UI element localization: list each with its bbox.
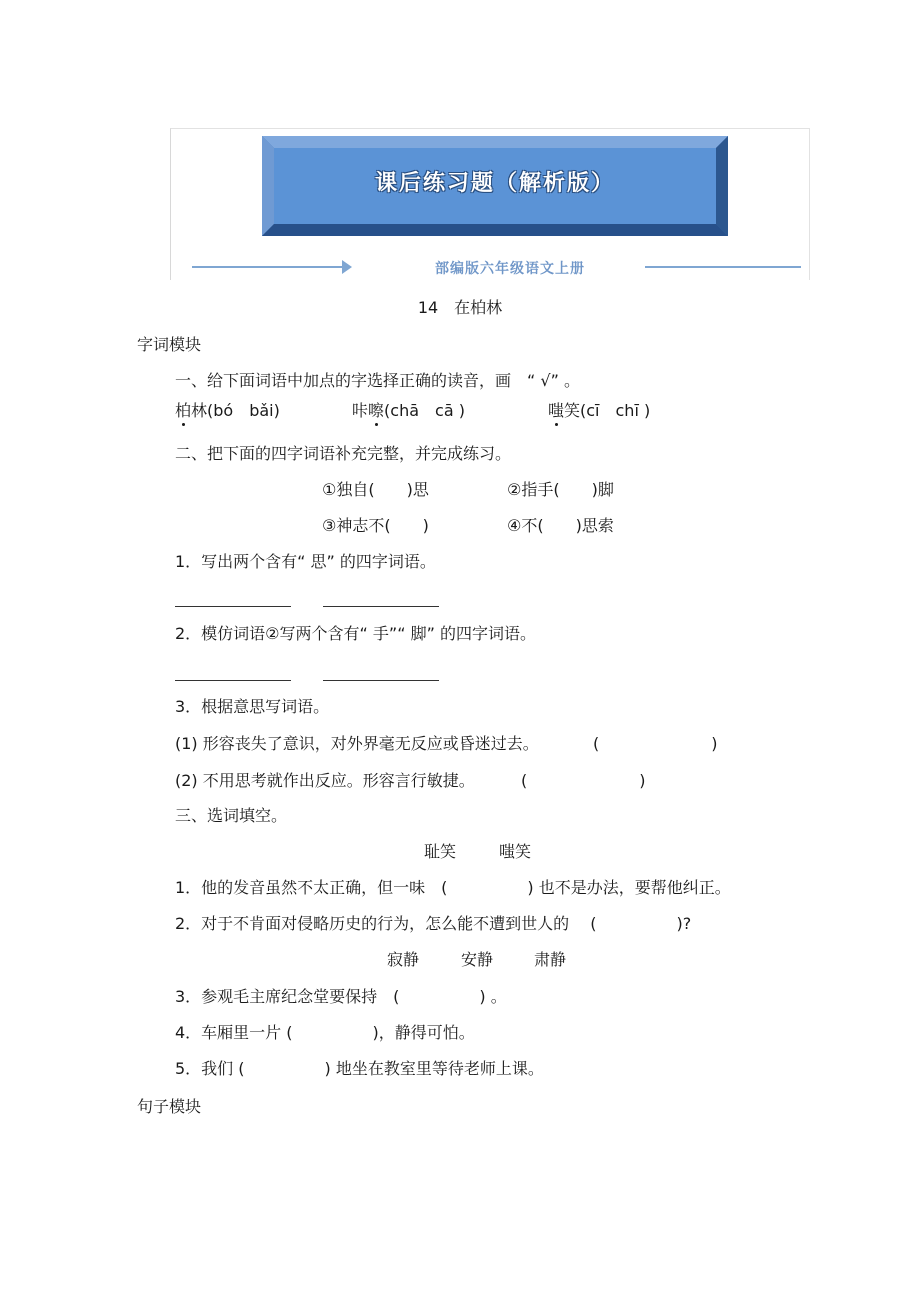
q3-s5: 5．我们 ( ) 地坐在教室里等待老师上课。 — [175, 1059, 544, 1078]
q1-prompt: 一、给下面词语中加点的字选择正确的读音，画 “ √” 。 — [175, 371, 580, 390]
q1-item-1: 柏林(bó bǎi) — [175, 401, 280, 420]
q1-item-3: 嗤笑(cī chī ) — [548, 401, 651, 420]
answer-blank[interactable] — [175, 680, 291, 681]
idiom-1: ①独自( )思 — [322, 480, 429, 499]
idiom-4: ④不( )思索 — [507, 516, 614, 535]
word-choice-2: 嗤笑 — [499, 842, 532, 861]
right-line — [645, 266, 801, 268]
lesson-title: 14 在柏林 — [417, 298, 503, 317]
q2-sub2: 2．模仿词语②写两个含有“ 手”“ 脚” 的四字词语。 — [175, 624, 536, 643]
word-choice-5: 肃静 — [534, 950, 567, 969]
q2-sub3-a: (1) 形容丧失了意识，对外界毫无反应或昏迷过去。 — [175, 734, 539, 753]
word-choice-3: 寂静 — [387, 950, 420, 969]
q3-s4: 4．车厢里一片 ( )，静得可怕。 — [175, 1023, 475, 1042]
q2-sub3-b-blank[interactable]: ( ) — [521, 771, 646, 790]
word-choice-1: 耻笑 — [424, 842, 457, 861]
q3-s2: 2．对于不肯面对侵略历史的行为，怎么能不遭到世人的 ( )? — [175, 914, 692, 933]
idiom-2: ②指手( )脚 — [507, 480, 614, 499]
section-sentence-module: 句子模块 — [137, 1097, 202, 1116]
header-title: 课后练习题（解析版） — [374, 170, 615, 196]
left-arrow-line — [192, 266, 342, 268]
q2-sub3-b: (2) 不用思考就作出反应。形容言行敏捷。 — [175, 771, 475, 790]
section-words-module: 字词模块 — [137, 335, 202, 354]
q2-sub3: 3．根据意思写词语。 — [175, 697, 330, 716]
q2-sub1: 1．写出两个含有“ 思” 的四字词语。 — [175, 552, 436, 571]
word-choice-4: 安静 — [461, 950, 494, 969]
answer-blank[interactable] — [323, 606, 439, 607]
q2-prompt: 二、把下面的四字词语补充完整，并完成练习。 — [175, 444, 512, 463]
header-subtitle: 部编版六年级语文上册 — [435, 261, 585, 277]
idiom-3: ③神志不( ) — [322, 516, 429, 535]
q3-s1: 1．他的发音虽然不太正确，但一味 ( ) 也不是办法，要帮他纠正。 — [175, 878, 731, 897]
answer-blank[interactable] — [323, 680, 439, 681]
q1-item-2: 咔嚓(chā cā ) — [352, 401, 465, 420]
right-arrow-icon — [342, 260, 352, 274]
q3-prompt: 三、选词填空。 — [175, 806, 288, 825]
q3-s3: 3．参观毛主席纪念堂要保持 ( ) 。 — [175, 987, 507, 1006]
q2-sub3-a-blank[interactable]: ( ) — [593, 734, 718, 753]
answer-blank[interactable] — [175, 606, 291, 607]
